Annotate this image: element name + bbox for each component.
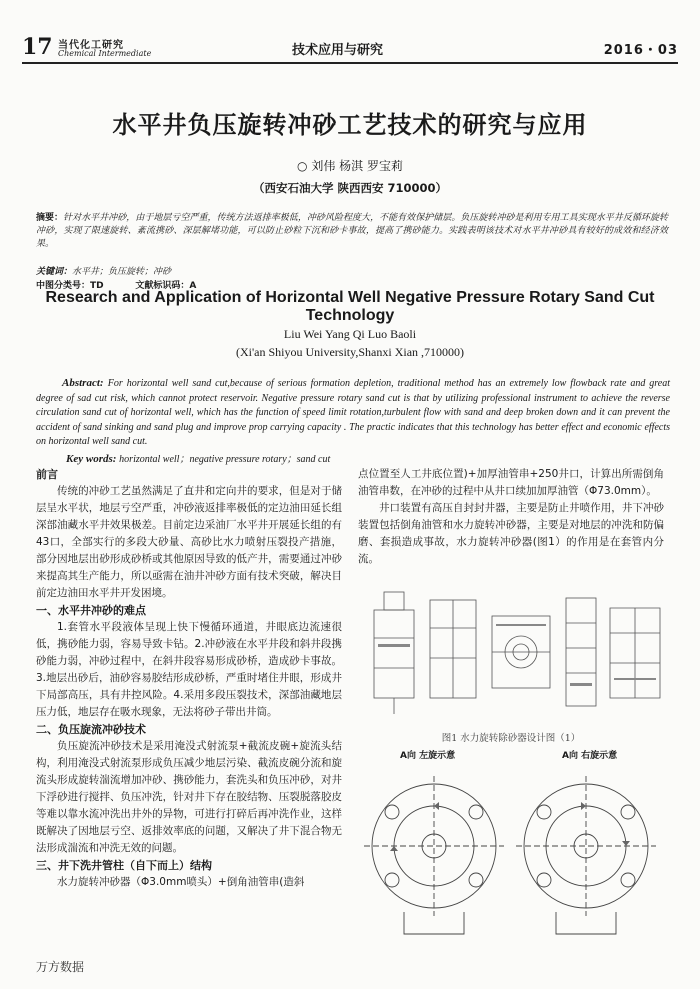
keywords-cn-label: 关键词：	[36, 267, 73, 277]
header-rule	[22, 62, 678, 64]
figure-1-caption: 图1 水力旋转除砂器设计图（1）	[441, 733, 581, 744]
issue-number: 2016・03	[603, 43, 678, 58]
doc-code-label: 文献标识码：	[135, 281, 190, 291]
heading-section-1: 一、水平井冲砂的难点	[36, 604, 146, 617]
keywords-cn-text: 水平井；负压旋转；冲砂	[72, 267, 172, 277]
heading-section-2: 二、负压旋流冲砂技术	[36, 723, 146, 736]
title-cn: 水平井负压旋转冲砂工艺技术的研究与应用	[112, 111, 588, 139]
affiliation-en: (Xi'an Shiyou University,Shanxi Xian ,710000)	[235, 345, 465, 359]
page-number: 17	[22, 34, 53, 60]
doc-code-value: A	[189, 281, 197, 291]
title-en: Research and Application of Horizontal Well Negative Pressure Rotary Sand Cut Technology	[45, 289, 655, 324]
abstract-cn	[36, 212, 668, 251]
authors-en: Liu Wei Yang Qi Luo Baoli	[283, 327, 417, 341]
authors-cn: ○ 刘伟 杨淇 罗宝莉	[297, 159, 403, 173]
paragraph-section-1: 1.套管水平段液体呈现上快下慢循环通道，井眼底边流速很低，携砂能力弱，容易导致卡钻。2.冲砂液在水平井段和斜井段携砂能力弱，冲砂过程中，在斜井段容易形成砂桥，造成砂卡事故。3.地层出砂后，油砂容易胶结形成砂桥，严重时堵住井眼，形成井下局部高压，具有井控风险。4.采用多段压裂技术，深部油藏地层压力低，地层存在吸水现象，无法将砂子带出井筒。	[36, 621, 342, 718]
right-rotation-label: A向 右旋示意	[562, 751, 618, 761]
affiliation-cn: （西安石油大学 陕西西安 710000）	[252, 181, 448, 195]
paragraph-wellhead: 井口装置有高压自封封井器，主要是防止井喷作用，井下冲砂装置包括倒角油管和水力旋转冲砂器，主要是对地层的冲洗和防偏磨、套损造成事故，水力旋转冲砂器(图1）的作用是在套管内分流。	[358, 502, 664, 565]
right-column	[358, 466, 664, 568]
left-rotation-label: A向 左旋示意	[400, 751, 456, 761]
keywords-en: Key words: horizontal well；negative pressure rotary；sand cut	[66, 453, 331, 465]
paragraph-section-2: 负压旋流冲砂技术是采用淹没式射流泵+截流皮碗+旋流头结构，利用淹没式射流泵形成负压减少地层污染、截流皮碗分流和旋流头形成旋转湍流增加冲砂、携砂能力，套洗头和负压冲砂，对井下浮砂进行搅拌、负压冲洗，针对井下存在胶结物、压裂脱落胶皮等难以靠水流冲洗出井外的异物，可进行打碎后再冲洗作业，这样既解决了因地层亏空、返排效率底的问题，又解决了井下混合物无法形成湍流和冲洗无效的问题。	[36, 740, 342, 854]
abstract-en: Abstract: For horizontal well sand cut,because of serious formation depletion, traditional method has an extremely low flowback rate and great degree of sad cut risk, which cannot protect reservoir. Negative pressure rotary sand cut is that by utilizing professional instrument to achieve the reverse circulation sand cut of horizontal well, which has the function of speed limit rotation,turbulent flow with sand and deep broken down and it can prevent the accident of sand sinking and sand plug and improve prop carrying capacity . The practic indicates that this technology has better effect and economic effects on horizontal well sand cut.	[36, 377, 670, 447]
paragraph-intro: 传统的冲砂工艺虽然满足了直井和定向井的要求，但是对于储层呈水平状，地层亏空严重，冲砂液返排率极低的定边油田延长组深部油藏水平井效果极差。目前定边采油厂水平井开展延长组的有43口，全部实行的多段大砂量、高砂比水力喷射压裂投产措施，部分因地层出砂形成砂桥或其他原因导致的低产井，需要通过冲砂来提高其生产能力，所以亟需在油井冲砂方面有技术突破，解决目前定边油田水平井开发困境。	[36, 485, 342, 599]
figure-1-drawing	[372, 588, 662, 716]
footer-watermark: 万方数据	[36, 960, 85, 974]
figure-1-rotation-views	[358, 748, 664, 938]
paragraph-section-3: 水力旋转冲砂器（Φ3.0mm喷头）+倒角油管串(造斜	[57, 876, 305, 888]
rotation-cross-sections	[358, 762, 664, 938]
abstract-cn-text: 针对水平井冲砂，由于地层亏空严重，传统方法返排率极低，冲砂风险程度大，不能有效保护储层。负压旋转冲砂是利用专用工具实现水平井反循环旋转冲砂，实现了限速旋转、紊流携砂、深层解堵功能，可以防止砂粒下沉和砂卡事故，提高了携砂能力。实践表明该技术对水平井冲砂具有较好的成效和经济效果。	[36, 213, 668, 249]
abstract-en-text: For horizontal well sand cut,because of serious formation depletion, traditional method has an extremely low flowback rate and great degree of sad cut risk, which cannot protect reservoir. Negative pressure rotary sand cut is that by utilizing professional instrument to achieve the reverse circulation sand cut of horizontal well, which has the function of speed limit rotation,turbulent flow with sand and deep broken down and it can prevent the accident of sand sinking and sand plug and improve prop carrying capacity . The practic indicates that this technology has better effect and economic effects on horizontal well sand cut.	[36, 378, 670, 447]
keywords-en-text: horizontal well；negative pressure rotary；sand cut	[119, 454, 331, 465]
abstract-en-label: Abstract	[62, 377, 100, 389]
heading-section-3: 三、井下洗井管柱（自下而上）结构	[36, 859, 212, 872]
left-column	[36, 466, 342, 891]
clc-value: TD	[90, 281, 104, 291]
heading-intro: 前言	[36, 468, 58, 481]
keywords-en-label: Key words	[66, 453, 113, 465]
keywords-cn	[36, 264, 171, 277]
section-title: 技术应用与研究	[292, 43, 384, 58]
journal-name-en: Chemical Intermediate	[58, 49, 152, 58]
journal-name-cn: 当代化工研究	[58, 40, 124, 51]
paragraph-continued: 点位置至人工井底位置)+加厚油管串+250井口，计算出所需倒角油管串数，在冲砂的过程中从井口续加加厚油管（Φ73.0mm）。	[358, 468, 664, 497]
abstract-cn-label: 摘要：	[36, 213, 64, 223]
clc-label: 中图分类号：	[36, 281, 91, 291]
